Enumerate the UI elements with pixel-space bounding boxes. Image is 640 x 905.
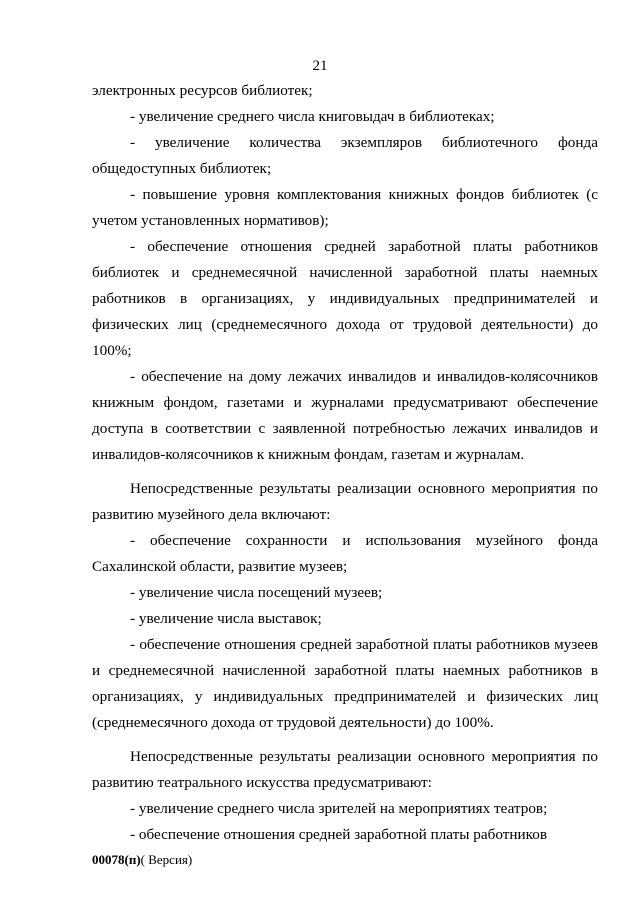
list-item: - увеличение числа посещений музеев; [130,584,383,601]
list-item: - обеспечение отношения средней заработной платы работников музеев и среднемесячной начисленной заработной платы наемных работников в организациях, у индивидуальных предпринимателей и физических лиц (среднемесячного дохода от трудовой деятельности) до 100%. [92,636,598,731]
list-item: - обеспечение сохранности и использования музейного фонда Сахалинской области, развитие музеев; [92,532,598,575]
document-version: ( Версия) [140,852,193,867]
paragraph: Непосредственные результаты реализации основного мероприятия по развитию музейного дела включают: [92,480,598,523]
page-number: 21 [312,58,328,74]
list-item: - увеличение среднего числа книговыдач в библиотеках; [130,108,495,125]
list-item: - обеспечение отношения средней заработной платы работников библиотек и среднемесячной начисленной заработной платы наемных работников в организациях, у индивидуальных предпринимателей и физических лиц (среднемесячного дохода от трудовой деятельности) до 100%; [92,238,598,359]
document-footer [92,851,192,869]
paragraph: электронных ресурсов библиотек; [92,82,313,99]
list-item: - увеличение количества экземпляров библиотечного фонда общедоступных библиотек; [92,134,598,177]
document-code: 00078(п) [92,852,141,867]
paragraph: Непосредственные результаты реализации основного мероприятия по развитию театрального искусства предусматривают: [92,748,598,791]
list-item: - увеличение числа выставок; [130,610,322,627]
document-body [92,78,598,848]
list-item: - обеспечение на дому лежачих инвалидов и инвалидов-колясочников книжным фондом, газетами и журналами предусматривают обеспечение доступа в соответствии с заявленной потребностью лежачих инвалидов и инвалидов-колясочников к книжным фондам, газетам и журналам. [92,368,598,463]
list-item: - увеличение среднего числа зрителей на мероприятиях театров; [130,800,548,817]
list-item: - повышение уровня комплектования книжных фондов библиотек (с учетом установленных нормативов); [92,186,598,229]
list-item: - обеспечение отношения средней заработной платы работников [130,826,548,843]
